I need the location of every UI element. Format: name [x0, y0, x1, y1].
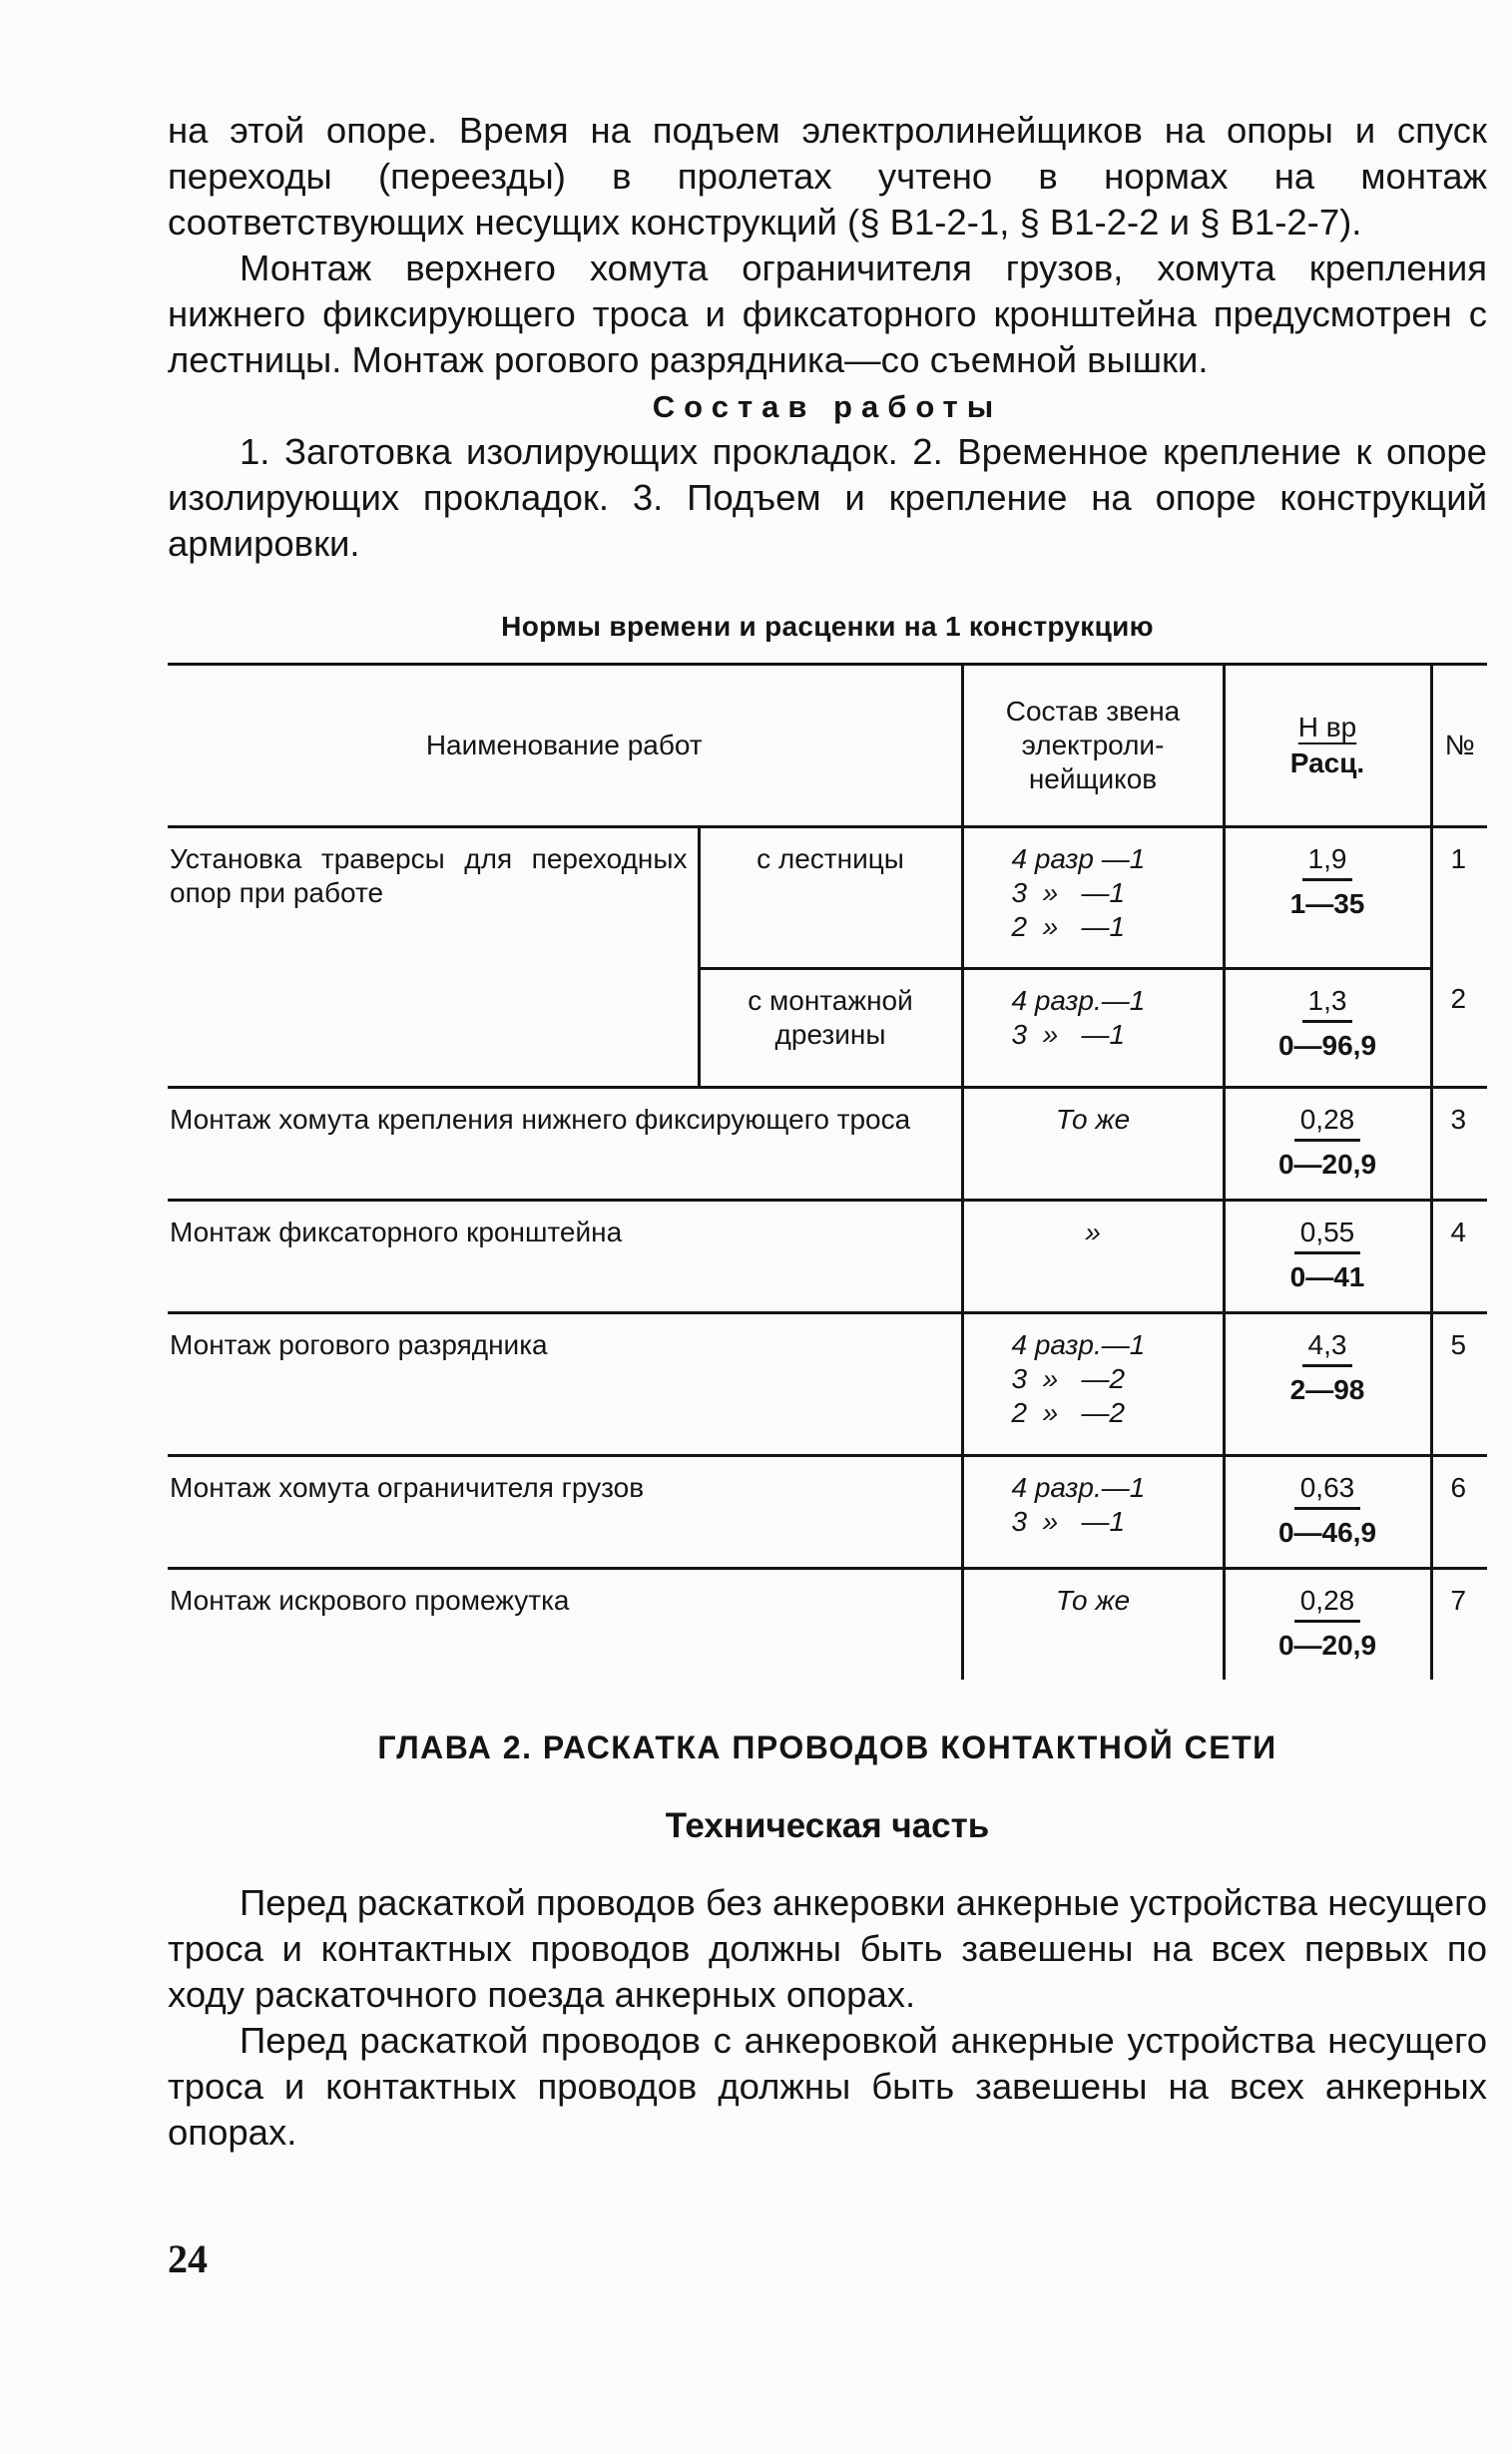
norm-time: 1,3: [1302, 984, 1353, 1023]
row-crew: То же: [962, 1088, 1224, 1201]
table-title: Нормы времени и расценки на 1 конструкцию: [501, 611, 1154, 642]
work-composition-text: 1. Заготовка изолирующих прокладок. 2. Временное крепление к опоре изолирующих прокладок. 3. Подъем и крепление на опоре конструкций армировки.: [168, 431, 1487, 564]
table-row: [168, 827, 1487, 969]
row-name: Монтаж рогового разрядника: [168, 1313, 962, 1456]
row-crew: [962, 1456, 1224, 1569]
row-number: 3: [1431, 1088, 1487, 1201]
intro-paragraph-1: на этой опоре. Время на подъем электролинейщиков на опоры и спуск переходы (переезды) в пролетах учтено в нормах на монтаж соответствующих несущих конструкций (§ В1-2-1, § В1-2-2 и § В1-2-7).: [168, 110, 1487, 243]
row-crew: [962, 827, 1224, 969]
intro-paragraph-2: Монтаж верхнего хомута ограничителя грузов, хомута крепления нижнего фиксирующего троса и фиксаторного кронштейна предусмотрен с лестницы. Монтаж рогового разрядника—со съемной вышки.: [168, 247, 1487, 380]
crew-line: 3 » —1: [1011, 877, 1126, 908]
norm-time: 0,63: [1294, 1471, 1361, 1510]
norm-rate: 0—46,9: [1277, 1517, 1377, 1548]
norm-rate: 0—20,9: [1277, 1149, 1377, 1180]
row-number: 6: [1431, 1456, 1487, 1569]
row-norm: [1224, 1313, 1431, 1456]
norm-rate: 0—20,9: [1277, 1630, 1377, 1661]
table-row: [168, 1569, 1487, 1681]
header-name: Наименование работ: [168, 665, 962, 827]
norm-time: 4,3: [1302, 1328, 1353, 1367]
row-number: 2: [1431, 968, 1487, 1087]
crew-line: 2 » —2: [1011, 1397, 1126, 1428]
row-name: Установка траверсы для переходных опор при работе: [168, 827, 699, 1088]
row-name: Монтаж хомута ограничителя грузов: [168, 1456, 962, 1569]
header-crew: [962, 665, 1224, 827]
row-norm: [1224, 1088, 1431, 1201]
header-crew-text: Состав звена электроли-нейщиков: [1005, 696, 1181, 794]
row-norm: [1224, 968, 1431, 1087]
row-crew: [962, 1313, 1224, 1456]
row-crew: »: [962, 1201, 1224, 1313]
document-page: [168, 108, 1487, 2156]
table-row: [168, 1201, 1487, 1313]
table-header-row: [168, 665, 1487, 827]
crew-line: 3 » —2: [1011, 1363, 1126, 1394]
table-row: [168, 1313, 1487, 1456]
row-sub: с лестницы: [699, 827, 962, 969]
crew-line: 4 разр.—1: [1011, 1329, 1146, 1360]
row-name: Монтаж искрового промежутка: [170, 1585, 570, 1616]
crew-line: 3 » —1: [1011, 1506, 1126, 1537]
crew-line: 4 разр.—1: [1011, 984, 1146, 1016]
norm-time: 1,9: [1302, 842, 1353, 881]
norm-time: 0,28: [1294, 1584, 1361, 1623]
norm-time: 0,55: [1294, 1216, 1361, 1254]
work-composition-heading: Состав работы: [652, 389, 1003, 424]
row-crew: То же: [962, 1569, 1224, 1681]
row-norm: [1224, 1201, 1431, 1313]
norm-rate: 0—96,9: [1277, 1029, 1377, 1061]
row-norm: [1224, 827, 1431, 969]
section-title: Техническая часть: [665, 1806, 990, 1845]
row-norm: [1224, 1456, 1431, 1569]
table-row: [168, 1088, 1487, 1201]
crew-line: 4 разр —1: [1011, 843, 1146, 874]
crew-line: 4 разр.—1: [1011, 1472, 1146, 1503]
crew-line: 3 » —1: [1011, 1018, 1126, 1050]
header-norm-top: Н вр: [1297, 712, 1357, 742]
row-number: 5: [1431, 1313, 1487, 1456]
row-norm: [1224, 1569, 1431, 1681]
row-number: 1: [1431, 827, 1487, 969]
row-number: 4: [1431, 1201, 1487, 1313]
row-sub: с монтажной дрезины: [699, 968, 962, 1087]
norm-rate: 2—98: [1289, 1374, 1365, 1405]
norm-time: 0,28: [1294, 1103, 1361, 1142]
norms-table: [168, 663, 1487, 1680]
row-crew: [962, 968, 1224, 1087]
norm-rate: 0—41: [1289, 1261, 1365, 1292]
chapter-title: ГЛАВА 2. РАСКАТКА ПРОВОДОВ КОНТАКТНОЙ СЕТИ: [377, 1729, 1277, 1765]
crew-line: 2 » —1: [1011, 911, 1126, 942]
header-norm-bottom: Расц.: [1289, 747, 1365, 778]
chapter-paragraph-1: Перед раскаткой проводов без анкеровки анкерные устройства несущего троса и контактных проводов должны быть завешены на всех первых по ходу раскаточного поезда анкерных опорах.: [168, 1882, 1487, 2015]
page-number: 24: [168, 2236, 208, 2281]
header-number: №: [1431, 665, 1487, 827]
row-number: 7: [1431, 1569, 1487, 1681]
norm-rate: 1—35: [1289, 888, 1365, 919]
table-row: [168, 1456, 1487, 1569]
row-name: Монтаж фиксаторного кронштейна: [168, 1201, 962, 1313]
chapter-paragraph-2: Перед раскаткой проводов с анкеровкой анкерные устройства несущего троса и контактных проводов должны быть завешены на всех анкерных опорах.: [168, 2020, 1487, 2153]
row-name: Монтаж хомута крепления нижнего фиксирующего троса: [168, 1088, 962, 1201]
header-norm: [1224, 665, 1431, 827]
